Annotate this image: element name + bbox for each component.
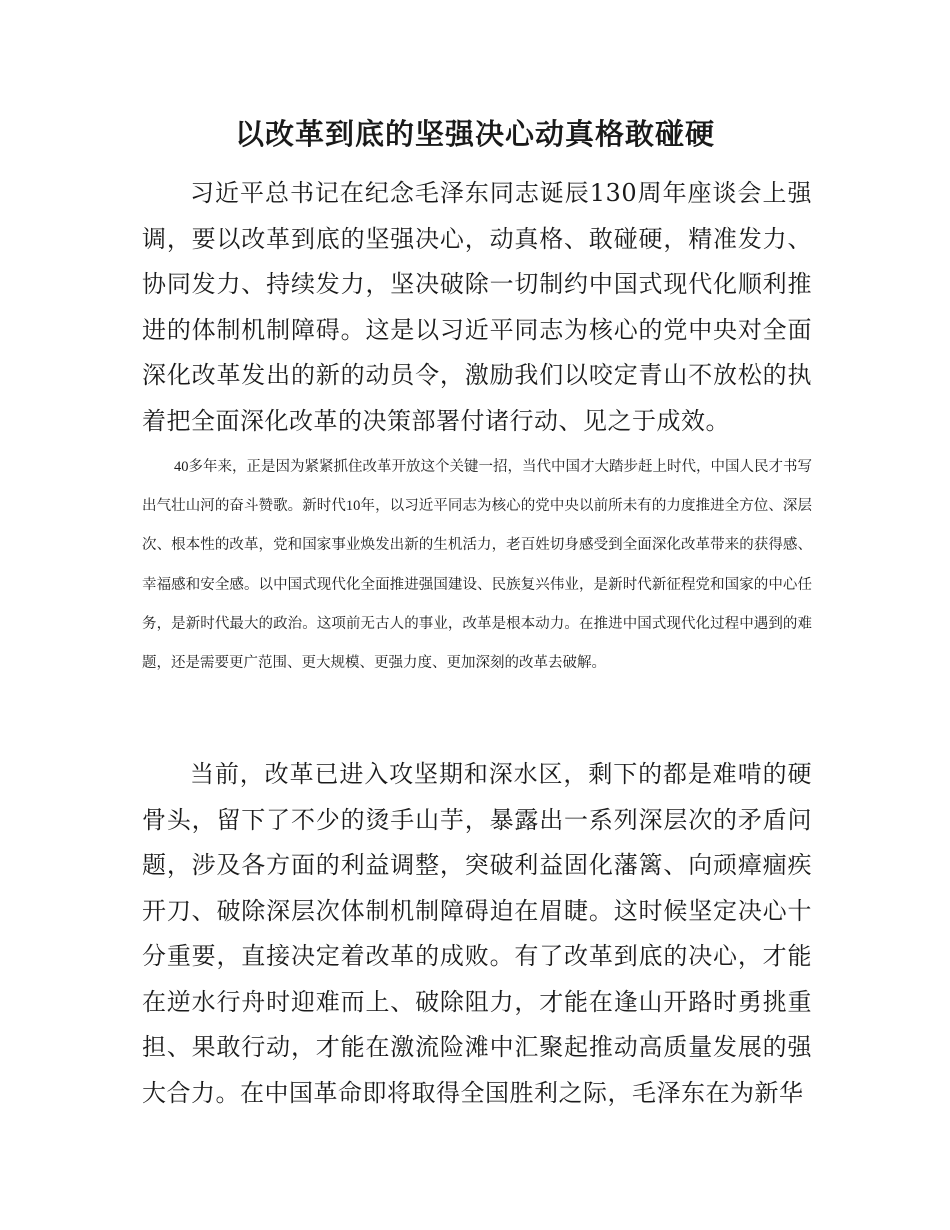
paragraph-1: 习近平总书记在纪念毛泽东同志诞辰130周年座谈会上强调，要以改革到底的坚强决心，动真格、敢碰硬，精准发力、协同发力、持续发力，坚决破除一切制约中国式现代化顺利推进的体制机制障碍。这是以习近平同志为核心的党中央对全面深化改革发出的新的动员令，激励我们以咬定青山不放松的执着把全面深化改革的决策部署付诸行动、见之于成效。 — [142, 179, 812, 435]
paragraph-2: 40多年来，正是因为紧紧抓住改革开放这个关键一招，当代中国才大踏步赶上时代，中国人民才书写出气壮山河的奋斗赞歌。新时代10年，以习近平同志为核心的党中央以前所未有的力度推进全方位、深层次、根本性的改革，党和国家事业焕发出新的生机活力，老百姓切身感受到全面深化改革带来的获得感、幸福感和安全感。以中国式现代化全面推进强国建设、民族复兴伟业，是新时代新征程党和国家的中心任务，是新时代最大的政治。这项前无古人的事业，改革是根本动力。在推进中国式现代化过程中遇到的难题，还是需要更广范围、更大规模、更强力度、更加深刻的改革去破解。 — [142, 459, 812, 672]
paragraph-3: 当前，改革已进入攻坚期和深水区，剩下的都是难啃的硬骨头，留下了不少的烫手山芋，暴露出一系列深层次的矛盾问题，涉及各方面的利益调整，突破利益固化藩篱、向顽瘴痼疾开刀、破除深层次体制机制障碍迫在眉睫。这时候坚定决心十分重要，直接决定着改革的成败。有了改革到底的决心，才能在逆水行舟时迎难而上、破除阻力，才能在逢山开路时勇挑重担、果敢行动，才能在激流险滩中汇聚起推动高质量发展的强大合力。在中国革命即将取得全国胜利之际，毛泽东在为新华 — [142, 760, 812, 1107]
document-title: 以改革到底的坚强决心动真格敢碰硬 — [234, 117, 715, 151]
